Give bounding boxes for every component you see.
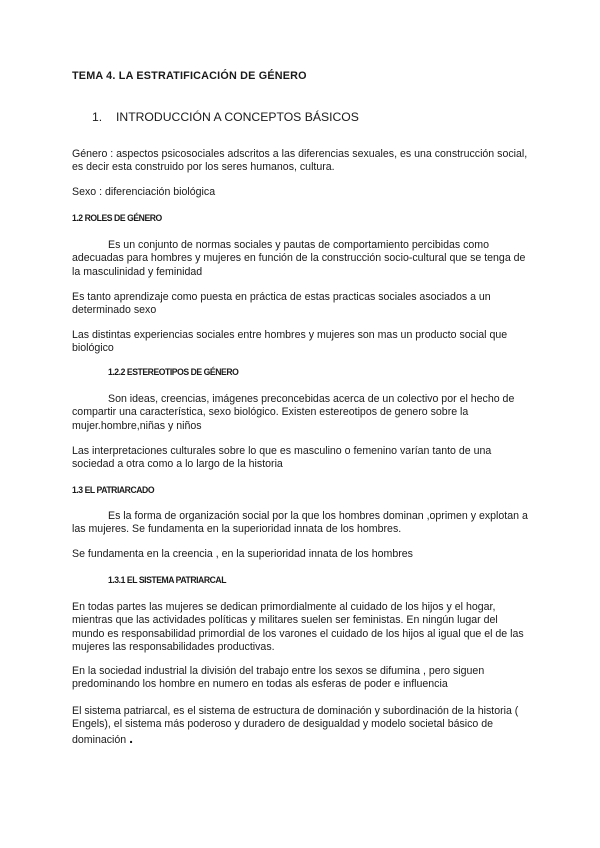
document-title: TEMA 4. LA ESTRATIFICACIÓN DE GÉNERO <box>72 70 307 82</box>
heading-roles: 1.2 ROLES DE GÉNERO <box>72 213 162 224</box>
paragraph-estereotipos-1: Son ideas, creencias, imágenes preconcebidas acerca de un colectivo por el hecho de compartir una característica, sexo biológico. Existen estereotipos de genero sobre la mujer.hombre,niñas y niños <box>72 393 515 432</box>
paragraph-roles-1: Es un conjunto de normas sociales y pautas de comportamiento percibidas como adecuadas para hombres y mujeres en función de la construcción socio-cultural que se tenga de la masculinidad y feminidad <box>72 239 526 278</box>
heading-estereotipos: 1.2.2 ESTEREOTIPOS DE GÉNERO <box>108 367 239 378</box>
paragraph-sistema-3-text: El sistema patriarcal, es el sistema de estructura de dominación y subordinación de la historia ( Engels), el sistema más poderoso y duradero de desigualdad y modelo societal básico de dominación <box>72 705 519 746</box>
paragraph-patriarcado-1: Es la forma de organización social por la que los hombres dominan ,oprimen y explotan a las mujeres. Se fundamenta en la superioridad innata de los hombres. <box>72 510 528 536</box>
paragraph-roles-3: Las distintas experiencias sociales entre hombres y mujeres son mas un producto social que biológico <box>72 329 508 355</box>
paragraph-sistema-3-end: . <box>129 729 134 746</box>
section-number: 1. <box>92 110 103 124</box>
paragraph-sistema-1: En todas partes las mujeres se dedican primordialmente al cuidado de los hijos y el hogar, mientras que las actividades políticas y militares suelen ser feministas. En ningún lugar del mundo es responsabilidad primordial de los varones el cuidado de los hijos al igual que el de las mujeres las responsabilidades productivas. <box>72 601 524 654</box>
heading-sistema-patriarcal: 1.3.1 EL SISTEMA PATRIARCAL <box>108 575 227 586</box>
paragraph-sistema-3 <box>72 705 532 747</box>
paragraph-genero: Género : aspectos psicosociales adscritos a las diferencias sexuales, es una construcción social, es decir esta construido por los seres humanos, cultura. <box>72 148 528 174</box>
heading-patriarcado: 1.3 EL PATRIARCADO <box>72 485 155 496</box>
paragraph-sexo: Sexo : diferenciación biológica <box>72 186 216 198</box>
paragraph-sistema-2: En la sociedad industrial la división del trabajo entre los sexos se difumina , pero siguen predominando los hombre en numero en todas als esferas de poder e influencia <box>72 665 485 691</box>
section-label: INTRODUCCIÓN A CONCEPTOS BÁSICOS <box>116 110 359 124</box>
paragraph-estereotipos-2: Las interpretaciones culturales sobre lo que es masculino o femenino varían tanto de una sociedad a otra como a lo largo de la historia <box>72 445 492 471</box>
paragraph-patriarcado-2: Se fundamenta en la creencia , en la superioridad innata de los hombres <box>72 548 413 560</box>
section-heading <box>92 110 359 124</box>
paragraph-roles-2: Es tanto aprendizaje como puesta en práctica de estas practicas sociales asociados a un determinado sexo <box>72 291 491 317</box>
